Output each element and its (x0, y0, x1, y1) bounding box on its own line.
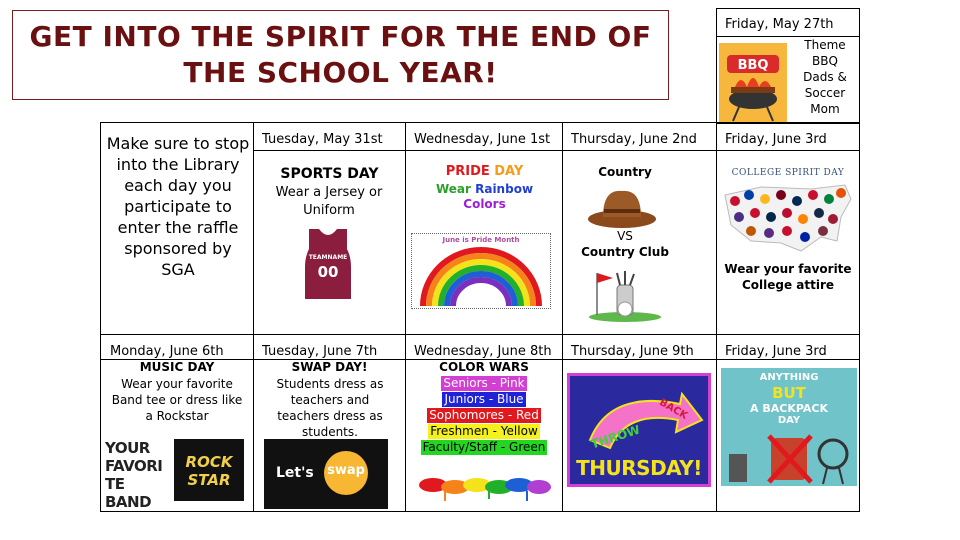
theme-line: Mom (810, 102, 840, 116)
lets-swap-image (264, 439, 388, 509)
color-team-item: Freshmen - Yellow (430, 424, 538, 438)
day-description: Students dress as teachers and teachers dress as students. (276, 377, 384, 439)
vs-label: VS (617, 229, 633, 243)
pride-banner: June is Pride Month (442, 236, 520, 244)
day-header: Thursday, June 2nd (571, 132, 697, 147)
calendar-grid (100, 122, 860, 512)
but-text: BUT (772, 384, 806, 402)
day-header: Wednesday, June 1st (414, 132, 551, 147)
page-title-box (12, 10, 669, 100)
day-title: MUSIC DAY (139, 360, 215, 374)
pride-month-image (411, 233, 551, 309)
theme-line: Soccer (804, 86, 846, 100)
library-note: Make sure to stop into the Library each day you participate to enter the raffle sponsored by SGA (106, 134, 250, 279)
day-header: Friday, June 3rd (725, 344, 827, 359)
day-description: Wear a Jersey or Uniform (275, 185, 383, 218)
jersey-name: TEAMNAME (308, 254, 348, 261)
grid-line (253, 150, 859, 151)
backpack-text: A BACKPACK (750, 402, 828, 415)
day-header: Friday, May 27th (717, 9, 859, 37)
day-title: COLOR WARS (439, 360, 529, 374)
jersey-icon (295, 227, 361, 301)
day-text: DAY (777, 415, 801, 426)
color-team-item: Sophomores - Red (429, 408, 539, 422)
wear-word: Wear (435, 182, 471, 196)
pride-word: PRIDE (445, 164, 490, 179)
no-backpack-icon (721, 428, 857, 486)
thursday-text: THURSDAY! (576, 456, 702, 480)
day-title: SPORTS DAY (280, 166, 379, 182)
day-header: Monday, June 6th (110, 344, 224, 359)
swap-text: swap (327, 463, 365, 478)
grill-icon (719, 43, 787, 123)
grid-line (101, 334, 859, 335)
day-header: Wednesday, June 8th (414, 344, 552, 359)
bbq-image (719, 43, 787, 123)
jersey-number: 00 (317, 263, 339, 281)
anything-but-backpack-image (721, 368, 857, 486)
friday-may-27-cell (716, 8, 860, 124)
favorite-band-image (105, 439, 169, 511)
lets-text: Let's (276, 465, 314, 481)
bbq-sign-text: BBQ (737, 58, 769, 73)
country-label: Country (598, 165, 652, 179)
day-header: Friday, June 3rd (725, 132, 827, 147)
day-header: Tuesday, June 7th (262, 344, 378, 359)
rockstar-text: ROCK STAR (185, 453, 233, 489)
paint-splash-icon (415, 473, 553, 503)
day-header: Thursday, June 9th (571, 344, 694, 359)
day-description: Wear your favorite Band tee or dress like a Rockstar (111, 377, 243, 423)
college-banner: COLLEGE SPIRIT DAY (731, 168, 845, 178)
throwback-thursday-image (567, 373, 711, 487)
grid-line (562, 123, 563, 511)
throw-text: THROW (589, 422, 642, 452)
color-team-item: Faculty/Staff - Green (422, 440, 546, 454)
favorite-band-text: YOUR FAVORITE BAND (105, 439, 163, 511)
day-description: Wear your favorite College attire (724, 262, 852, 292)
back-text: BACK (657, 397, 690, 422)
day-header: Tuesday, May 31st (262, 132, 383, 147)
rainbow-icon (420, 246, 542, 306)
country-club-label: Country Club (581, 245, 669, 259)
cowboy-hat-icon (587, 185, 657, 229)
golf-bag-icon (587, 269, 663, 323)
day-title: SWAP DAY! (291, 360, 368, 374)
college-map-icon (721, 181, 855, 257)
color-team-item: Juniors - Blue (444, 392, 524, 406)
friday27-theme (789, 37, 861, 117)
wear-rainbow-line (407, 181, 562, 197)
rockstar-image (174, 439, 244, 501)
pride-day-title (407, 164, 562, 180)
day-word: DAY (494, 164, 524, 179)
theme-line: Dads & (803, 70, 847, 84)
color-team-item: Seniors - Pink (443, 376, 525, 390)
colors-word: Colors (463, 197, 506, 211)
theme-line: BBQ (812, 54, 838, 68)
page-title: GET INTO THE SPIRIT FOR THE END OF THE SCHOOL YEAR! (29, 20, 652, 89)
grid-line (716, 123, 717, 511)
color-wars-list (406, 375, 562, 455)
theme-line: Theme (804, 38, 846, 52)
anything-text: ANYTHING (759, 372, 819, 383)
rainbow-word: Rainbow (475, 182, 534, 196)
